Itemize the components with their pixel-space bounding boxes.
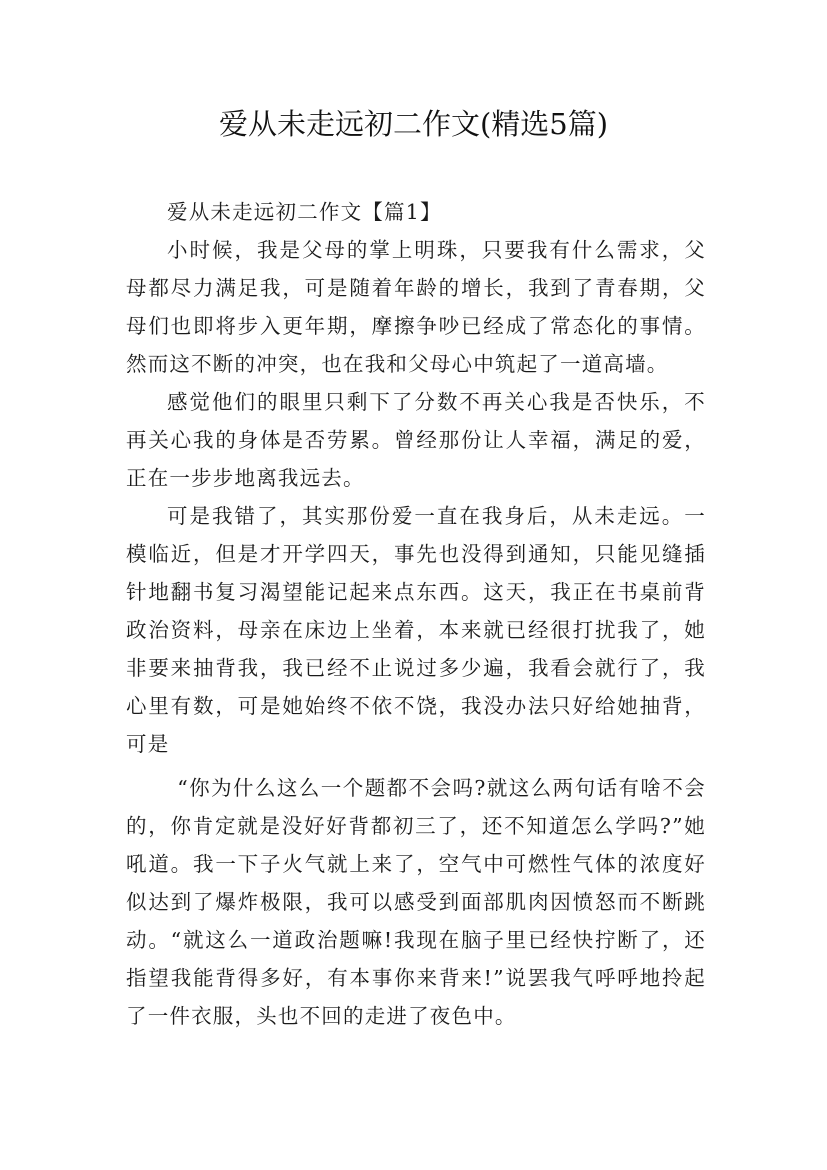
document-body: [126, 193, 706, 1035]
section-heading: 爱从未走远初二作文【篇1】: [167, 200, 442, 224]
document-title: 爱从未走远初二作文(精选5篇): [218, 107, 609, 141]
paragraph: “你为什么这么一个题都不会吗?就这么两句话有啥不会的，你肯定就是没好好背都初三了，还不知道怎么学吗?”她吼道。我一下子火气就上来了，空气中可燃性气体的浓度好似达到了爆炸极限，我可以感受到面部肌肉因愤怒而不断跳动。“就这么一道政治题嘛!我现在脑子里已经快拧断了，还指望我能背得多好，有本事你来背来!”说罢我气呼呼地拎起了一件衣服，头也不回的走进了夜色中。: [126, 776, 706, 1028]
paragraph: 感觉他们的眼里只剩下了分数不再关心我是否快乐，不再关心我的身体是否劳累。曾经那份让人幸福，满足的爱，正在一步步地离我远去。: [126, 390, 706, 490]
paragraph: 小时候，我是父母的掌上明珠，只要我有什么需求，父母都尽力满足我，可是随着年龄的增长，我到了青春期，父母们也即将步入更年期，摩擦争吵已经成了常态化的事情。然而这不断的冲突，也在我和父母心中筑起了一道高墙。: [126, 238, 706, 376]
paragraph: 可是我错了，其实那份爱一直在我身后，从未走远。一模临近，但是才开学四天，事先也没得到通知，只能见缝插针地翻书复习渴望能记起来点东西。这天，我正在书桌前背政治资料，母亲在床边上坐着，本来就已经很打扰我了，她非要来抽背我，我已经不止说过多少遍，我看会就行了，我心里有数，可是她始终不依不饶，我没办法只好给她抽背，可是: [126, 504, 706, 756]
